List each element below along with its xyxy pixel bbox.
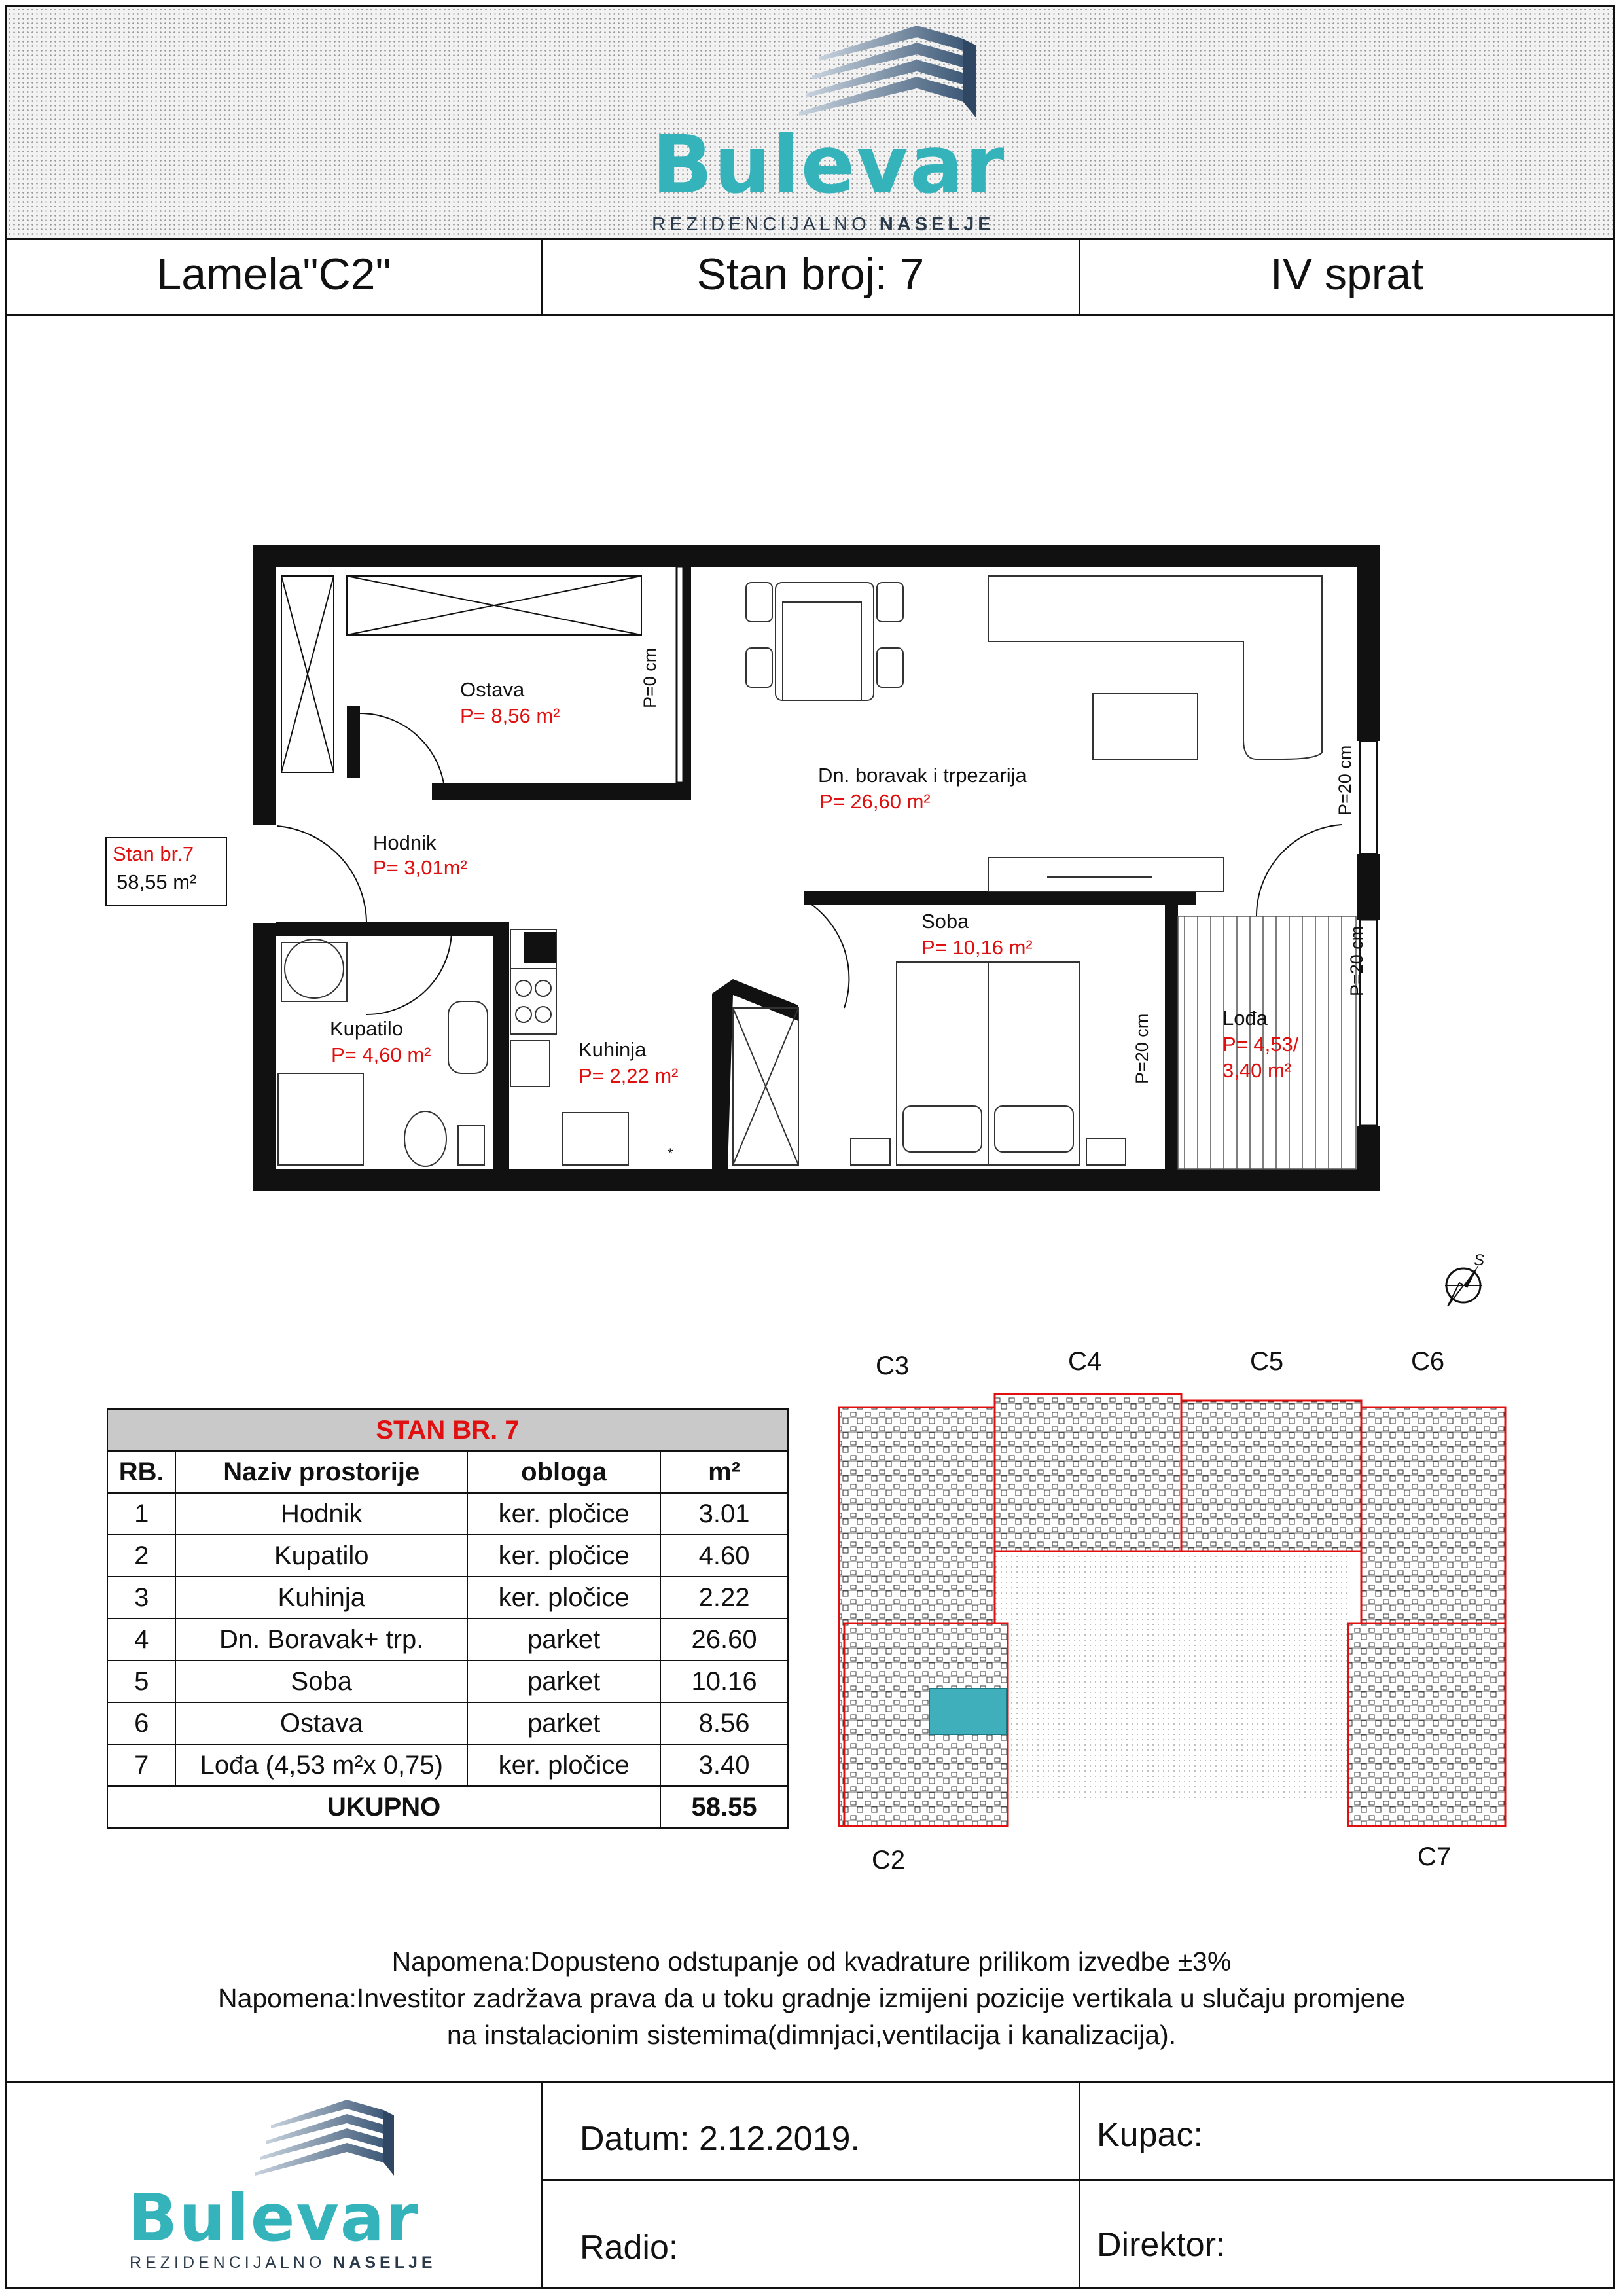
table-cell: Dn. Boravak+ trp. — [175, 1619, 467, 1660]
table-header-m2: m² — [660, 1451, 788, 1493]
floor-label: IV sprat — [1270, 249, 1424, 299]
footer-logo-subtitle — [130, 2253, 437, 2272]
table-cell: 26.60 — [660, 1619, 788, 1660]
footer-building-logo-icon — [255, 2094, 399, 2186]
table-cell: 1 — [107, 1493, 175, 1535]
footer-logo-subtitle-a: REZIDENCIJALNO — [130, 2253, 326, 2272]
footer-logo-subtitle-b: NASELJE — [333, 2253, 437, 2272]
plan-star-mark: * — [668, 1145, 673, 1162]
highlighted-unit — [929, 1689, 1007, 1734]
table-cell: 5 — [107, 1660, 175, 1702]
room-living-name: Dn. boravak i trpezarija — [818, 764, 1027, 787]
table-cell: Lođa (4,53 m²x 0,75) — [175, 1744, 467, 1786]
table-cell: Kuhinja — [175, 1577, 467, 1619]
logo-subtitle-a: REZIDENCIJALNO — [652, 214, 870, 235]
table-cell: ker. pločice — [467, 1493, 660, 1535]
table-header-row — [107, 1451, 788, 1493]
note-investor: Napomena:Investitor zadržava prava da u toku gradnje izmijeni pozicije vertikala u slučaju promjene — [217, 1983, 1406, 2013]
unit-number-label: Stan broj: 7 — [696, 249, 925, 299]
table-cell: Hodnik — [175, 1493, 467, 1535]
table-cell: 4 — [107, 1619, 175, 1660]
footer-divider-2 — [1079, 2081, 1080, 2289]
lamela-label: Lamela"C2" — [156, 249, 391, 299]
parapet-soba: P=20 cm — [1132, 1013, 1152, 1084]
table-cell: ker. pločice — [467, 1535, 660, 1577]
area-table — [107, 1408, 789, 1829]
site-label-c3: C3 — [876, 1352, 910, 1380]
table-cell: parket — [467, 1619, 660, 1660]
footer-buyer: Kupac: — [1097, 2116, 1203, 2154]
table-cell: ker. pločice — [467, 1577, 660, 1619]
table-row — [107, 1535, 788, 1577]
table-cell: 3.01 — [660, 1493, 788, 1535]
table-row — [107, 1493, 788, 1535]
note-tolerance: Napomena:Dopusteno odstupanje od kvadrature prilikom izvedbe ±3% — [391, 1946, 1232, 1977]
table-cell: 2.22 — [660, 1577, 788, 1619]
room-hodnik-name: Hodnik — [373, 831, 437, 854]
room-lodja-area: P= 4,53/ — [1222, 1033, 1299, 1056]
footer-divider-1 — [541, 2081, 543, 2289]
footer-prepared-by: Radio: — [580, 2229, 679, 2267]
table-cell: parket — [467, 1702, 660, 1744]
parapet-ostava: P=0 cm — [640, 647, 660, 708]
footer-director: Direktor: — [1097, 2226, 1226, 2264]
room-kuhinja-name: Kuhinja — [579, 1038, 647, 1061]
table-cell: ker. pločice — [467, 1744, 660, 1786]
table-cell: Ostava — [175, 1702, 467, 1744]
compass-letter: S — [1474, 1251, 1485, 1269]
room-hodnik-area: P= 3,01m² — [373, 856, 467, 879]
logo-subtitle-b: NASELJE — [879, 214, 995, 235]
room-lodja-name: Lođa — [1222, 1007, 1268, 1030]
table-cell: parket — [467, 1660, 660, 1702]
parapet-lodja: P=20 cm — [1347, 925, 1366, 996]
table-row — [107, 1744, 788, 1786]
table-row — [107, 1702, 788, 1744]
room-kupatilo-name: Kupatilo — [330, 1017, 404, 1040]
table-header-obloga: obloga — [467, 1451, 660, 1493]
room-soba-name: Soba — [921, 910, 969, 933]
table-cell: 3 — [107, 1577, 175, 1619]
table-row — [107, 1577, 788, 1619]
room-living-area: P= 26,60 m² — [819, 790, 931, 813]
table-cell: 4.60 — [660, 1535, 788, 1577]
table-row — [107, 1619, 788, 1660]
table-cell: Kupatilo — [175, 1535, 467, 1577]
footer-date: Datum: 2.12.2019. — [580, 2120, 860, 2158]
footer-logo-title: Bulevar — [128, 2179, 419, 2256]
table-cell: 3.40 — [660, 1744, 788, 1786]
table-header-rb: RB. — [107, 1451, 175, 1493]
site-label-c5: C5 — [1250, 1347, 1284, 1376]
site-label-c7: C7 — [1418, 1842, 1452, 1871]
unit-tag-area: 58,55 m² — [116, 870, 197, 893]
table-cell: 7 — [107, 1744, 175, 1786]
room-kupatilo-area: P= 4,60 m² — [331, 1043, 431, 1066]
table-cell: Soba — [175, 1660, 467, 1702]
table-header-naziv: Naziv prostorije — [175, 1451, 467, 1493]
logo-title: Bulevar — [652, 118, 1006, 211]
table-total-value: 58.55 — [660, 1786, 788, 1828]
note-installations: na instalacionim sistemima(dimnjaci,ventilacija i kanalizacija). — [446, 2020, 1177, 2050]
table-row — [107, 1660, 788, 1702]
footer-top-border — [7, 2081, 1613, 2083]
room-kuhinja-area: P= 2,22 m² — [579, 1064, 679, 1087]
parapet-living: P=20 cm — [1335, 745, 1355, 816]
room-soba-area: P= 10,16 m² — [921, 936, 1033, 959]
footer-mid-border — [541, 2179, 1613, 2181]
room-lodja-area-net: 3,40 m² — [1222, 1059, 1292, 1082]
table-cell: 8.56 — [660, 1702, 788, 1744]
table-total-row — [107, 1786, 788, 1828]
table-cell: 10.16 — [660, 1660, 788, 1702]
site-label-c2: C2 — [872, 1846, 906, 1874]
table-cell: 6 — [107, 1702, 175, 1744]
site-label-c4: C4 — [1068, 1347, 1102, 1376]
room-ostava-name: Ostava — [460, 678, 525, 701]
table-cell: 2 — [107, 1535, 175, 1577]
table-title: STAN BR. 7 — [107, 1409, 788, 1451]
unit-tag: Stan br.7 — [113, 842, 194, 865]
room-ostava-area: P= 8,56 m² — [460, 704, 560, 727]
table-total-label: UKUPNO — [107, 1786, 660, 1828]
site-label-c6: C6 — [1411, 1347, 1445, 1376]
